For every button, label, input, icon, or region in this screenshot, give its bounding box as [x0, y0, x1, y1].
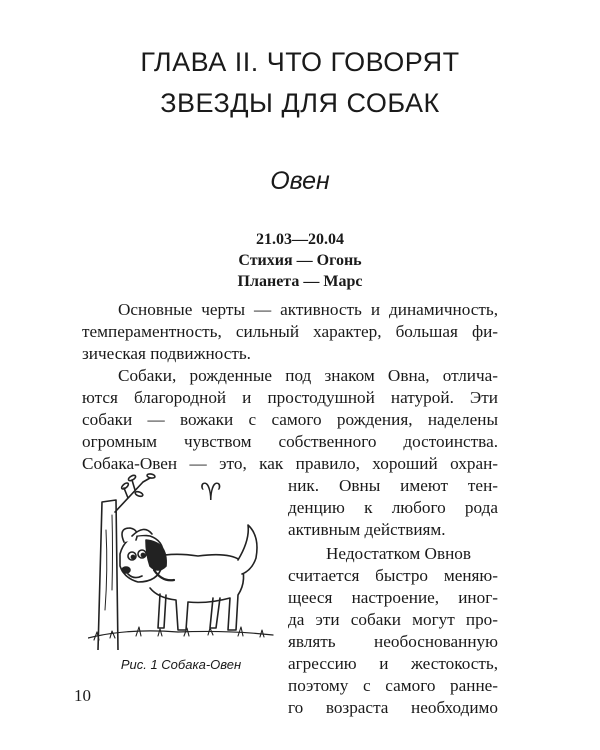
text-line: агрессию и жестокость, [288, 654, 498, 673]
text-line: Собака-Овен — это, как правило, хороший охран- [82, 454, 498, 473]
text-line: го возраста необходимо [288, 698, 498, 717]
text-line: ются благородной и простодушной натурой. Эти [82, 388, 498, 407]
aries-symbol-icon: ♈ [200, 478, 222, 506]
text-line: зическая подвижность. [82, 344, 251, 363]
text-line: Недостатком Овнов [326, 544, 471, 563]
dog-illustration [88, 470, 278, 650]
chapter-title-line-1: ГЛАВА II. ЧТО ГОВОРЯТ [140, 47, 460, 77]
text-line: да эти собаки могут про- [288, 610, 498, 629]
text-line: огромным чувством собственного достоинства. [82, 432, 498, 451]
chapter-title-line-2: ЗВЕЗДЫ ДЛЯ СОБАК [160, 88, 440, 118]
text-line: темпераментность, сильный характер, большая фи- [82, 322, 498, 341]
text-line: денцию к любого рода [288, 498, 498, 517]
text-line: щееся настроение, иног- [288, 588, 498, 607]
text-line: поэтому с самого ранне- [288, 676, 498, 695]
text-line: Собаки, рожденные под знаком Овна, отлича- [118, 366, 498, 385]
section-title: Овен [270, 167, 330, 195]
text-line: ник. Овны имеют тен- [288, 476, 498, 495]
sign-planet: Планета — Марс [237, 273, 363, 290]
page-number: 10 [74, 686, 91, 705]
text-line: Основные черты — активность и динамичность, [118, 300, 498, 319]
figure-caption: Рис. 1 Собака-Овен [120, 657, 242, 672]
text-line: являть необоснованную [288, 632, 498, 651]
sign-dates: 21.03—20.04 [256, 231, 344, 248]
text-line: считается быстро меняю- [288, 566, 498, 585]
text-line: собаки — вожаки с самого рождения, наделены [82, 410, 498, 429]
text-line: активным действиям. [288, 520, 446, 539]
sign-element: Стихия — Огонь [238, 252, 362, 269]
